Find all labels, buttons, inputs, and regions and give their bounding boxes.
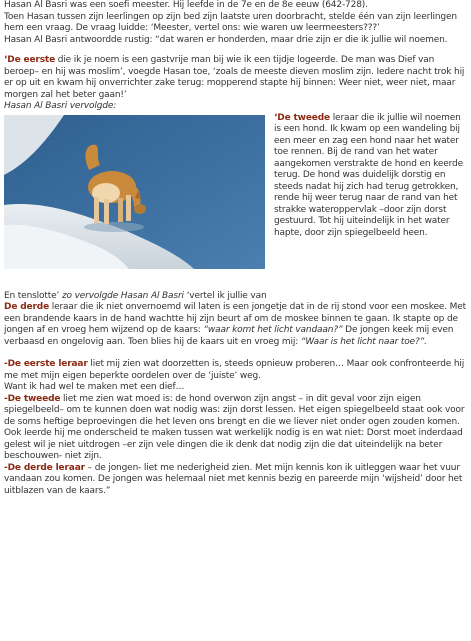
tweede-text: leraar die ik jullie wil noemen is een hond. Ik kwam op een wandeling bij een meer en zag een hond naar het water toe rennen. Bij de rand van het water aangekomen verstrakte de hond en keerde terug. De hond was duidelijk dorstig en steeds nadat hij zich had terug getrokken, rende hij weer terug naar de rand van het strakke wateroppervlak –door zijn dorst gestuurd. Tot hij uiteindelijk in het water hapte, door zijn spiegelbeeld heen. (274, 112, 463, 238)
summary-tweede-heading: -De tweede (4, 393, 61, 404)
intro-line-3: Hasan Al Basri antwoordde rustig: “dat waren er honderden, maar drie zijn er die ik jullie wil noemen. (4, 34, 448, 45)
dog-at-lake-photo (4, 115, 265, 269)
summary-eerste-tail: Want ik had wel te maken met een dief… (4, 382, 185, 392)
paragraph-eerste (4, 55, 467, 101)
summary-tweede (4, 394, 467, 463)
derde-text-2: De jongen keek mij even verbaasd en ongelovig aan. Toen blies hij de kaars uit en vroeg mij: (4, 325, 454, 347)
derde-heading: De derde (4, 302, 50, 312)
derde-text-1: leraar die ik niet onvernoemd wil laten is een jongetje dat in de rij stond voor een moskee. Met een brandende kaars in de hand wachtte hij zijn beurt af om de moskee binnen te gaan. Ik stapte op de jongen af en vroeg hem wijzend op de kaars: (4, 302, 467, 335)
dog-photo-illustration (4, 115, 265, 269)
summary-eerste-heading: -De eerste leraar (4, 359, 88, 369)
derde-question-1: “waar komt het licht vandaan?” (203, 325, 343, 335)
summary-derde (4, 463, 467, 498)
summary-derde-text: – de jongen- liet me nederigheid zien. Met mijn kennis kon ik uitleggen waar het vuur vandaan zou komen. De jongen was helemaal niet met kennis bezig en pareerde mijn ‘wijsheid’ door het uitblazen van de kaars.” (4, 462, 463, 496)
eerste-text: die ik je noem is een gastvrije man bij wie ik een tijdje logeerde. De man was Dief van beroep– en hij was moslim’, voegde Hasan toe, ‘zoals de meeste dieven moslim zijn. Iedere nacht trok hij er op uit en kwam hij onverrichter zake terug: mopperend stapte hij binnen: Weer niet, weer niet, maar morgen zal het beter gaan!’ (4, 55, 465, 100)
summary-derde-heading: -De derde leraar (4, 462, 85, 473)
summary-eerste-text: liet mij zien wat doorzetten is, steeds opnieuw proberen… Maar ook confronteerde hij me met mijn eigen beperkte oordelen over de ‘juiste’ weg. (4, 359, 465, 381)
summary-eerste (4, 359, 467, 382)
summary-tweede-text: liet me zien wat moed is: de hond overwon zijn angst – in dit geval voor zijn eigen spiegelbeeld– om te kunnen doen wat nodig was: zijn dorst lessen. Het eigen spiegelbeeld staat ook voor de soms heftige beproevingen die het leven ons brengt en die we liever niet onder ogen zouden komen. Ook leerde hij me onderscheid te maken tussen wat werkelijk nodig is en wat niet: Dorst moet inderdaad gelest wil je niet uitdrogen –er zijn vele dingen die ik denk dat nodig zijn die dat uiteindelijk na beter beschouwen- niet zijn. (4, 393, 465, 461)
derde-question-2: “Waar is het licht naar toe?”. (300, 336, 427, 347)
tweede-section (4, 113, 467, 271)
derde-opening-italic: zo vervolgde Hasan Al Basri (61, 290, 184, 301)
tweede-heading: ‘De tweede (274, 112, 330, 123)
intro-line-1: Hasan Al Basri was een soefi meester. Hij leefde in de 7e en de 8e eeuw (642-728). (4, 0, 368, 10)
derde-opening-plain: En tenslotte’ (4, 290, 62, 301)
intro-line-2: Toen Hasan tussen zijn leerlingen op zijn bed zijn laatste uren doorbracht, stelde één van zijn leerlingen hem een vraag. De vraag luidde: ‘Meester, vertel ons: wie waren uw leermeesters???’ (4, 11, 457, 33)
eerste-heading: ‘De eerste (4, 55, 56, 65)
derde-opening (4, 291, 467, 303)
derde-opening-tail: ‘vertel ik jullie van (183, 290, 267, 301)
eerste-followup: Hasan Al Basri vervolgde: (4, 101, 117, 111)
paragraph-derde (4, 302, 467, 348)
